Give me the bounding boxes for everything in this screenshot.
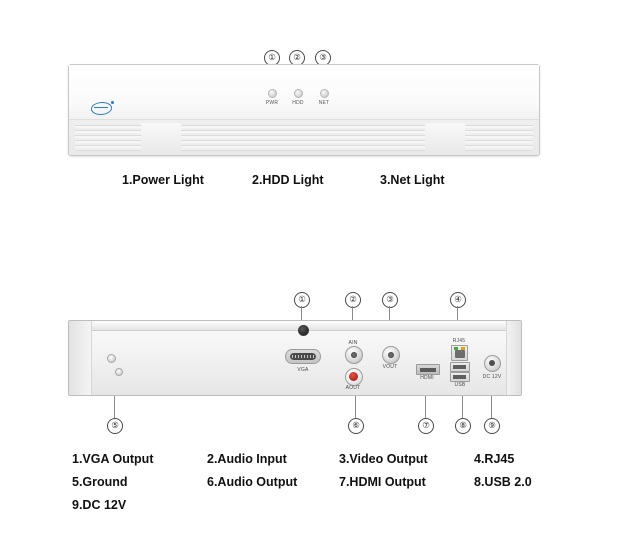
vga-port-label: VGA: [297, 367, 309, 373]
front-caption-3: 3.Net Light: [380, 173, 445, 187]
rear-caption-3: 3.Video Output: [339, 452, 428, 466]
front-panel-device: [68, 64, 540, 156]
rear-marker-8: ⑧: [455, 418, 471, 434]
rear-caption-row-3: [72, 498, 617, 512]
video-output-label: VOUT: [382, 364, 398, 370]
net-led-label: NET: [318, 100, 330, 106]
rear-caption-4: 4.RJ45: [474, 452, 515, 466]
rear-leader-5: [114, 396, 115, 418]
front-marker-2: ②: [289, 50, 305, 66]
rear-left-face: [69, 321, 92, 395]
power-led-indicator: [268, 89, 277, 98]
audio-output-label: AOUT: [345, 385, 361, 391]
front-caption-1: 1.Power Light: [122, 173, 204, 187]
rj45-port: [451, 345, 468, 361]
rear-marker-1: ①: [294, 292, 310, 308]
usb-port-bottom: [450, 372, 470, 382]
front-vent-notch-right: [425, 123, 465, 151]
video-output-port: [382, 346, 400, 364]
rj45-port-label: RJ45: [452, 338, 466, 344]
front-marker-1: ①: [264, 50, 280, 66]
rear-marker-3: ③: [382, 292, 398, 308]
rear-caption-5: 5.Ground: [72, 475, 128, 489]
hdmi-port-label: HDMI: [420, 375, 434, 381]
rear-marker-7: ⑦: [418, 418, 434, 434]
front-marker-3: ③: [315, 50, 331, 66]
vga-port: [285, 349, 321, 364]
rear-caption-row-1: [72, 452, 617, 466]
rear-caption-6: 6.Audio Output: [207, 475, 298, 489]
rear-panel-device: [68, 320, 522, 396]
rear-marker-9: ⑨: [484, 418, 500, 434]
net-led-indicator: [320, 89, 329, 98]
front-caption-2: 2.HDD Light: [252, 173, 324, 187]
hdd-led-indicator: [294, 89, 303, 98]
ground-screw-secondary: [115, 368, 123, 376]
rear-caption-2: 2.Audio Input: [207, 452, 287, 466]
antenna-connector: [298, 325, 309, 336]
ground-screw-main: [107, 354, 116, 363]
rear-top-edge: [69, 321, 521, 331]
rear-marker-2: ②: [345, 292, 361, 308]
rear-caption-8: 8.USB 2.0: [474, 475, 532, 489]
audio-output-port: [345, 368, 363, 386]
rear-panel-caption-list: [72, 452, 617, 521]
rear-panel-figure: [0, 278, 631, 458]
usb-port-top: [450, 362, 470, 372]
hdmi-port: [416, 364, 440, 375]
brand-logo-icon: [91, 101, 115, 115]
rear-caption-7: 7.HDMI Output: [339, 475, 426, 489]
rear-marker-5: ⑤: [107, 418, 123, 434]
usb-port-label: USB: [454, 382, 466, 388]
rear-caption-row-2: [72, 475, 617, 489]
front-top-band: [69, 65, 539, 120]
dc-power-label: DC 12V: [482, 374, 502, 380]
rear-marker-4: ④: [450, 292, 466, 308]
power-led-label: PWR: [265, 100, 279, 106]
rear-marker-6: ⑥: [348, 418, 364, 434]
rear-caption-9: 9.DC 12V: [72, 498, 127, 512]
audio-input-label: AIN: [348, 340, 358, 346]
rear-caption-1: 1.VGA Output: [72, 452, 154, 466]
rear-right-face: [506, 321, 521, 395]
front-panel-figure: [0, 0, 631, 210]
hdd-led-label: HDD: [292, 100, 304, 106]
dc-power-jack: [484, 355, 501, 372]
front-vent-notch-left: [141, 123, 181, 151]
audio-input-port: [345, 346, 363, 364]
